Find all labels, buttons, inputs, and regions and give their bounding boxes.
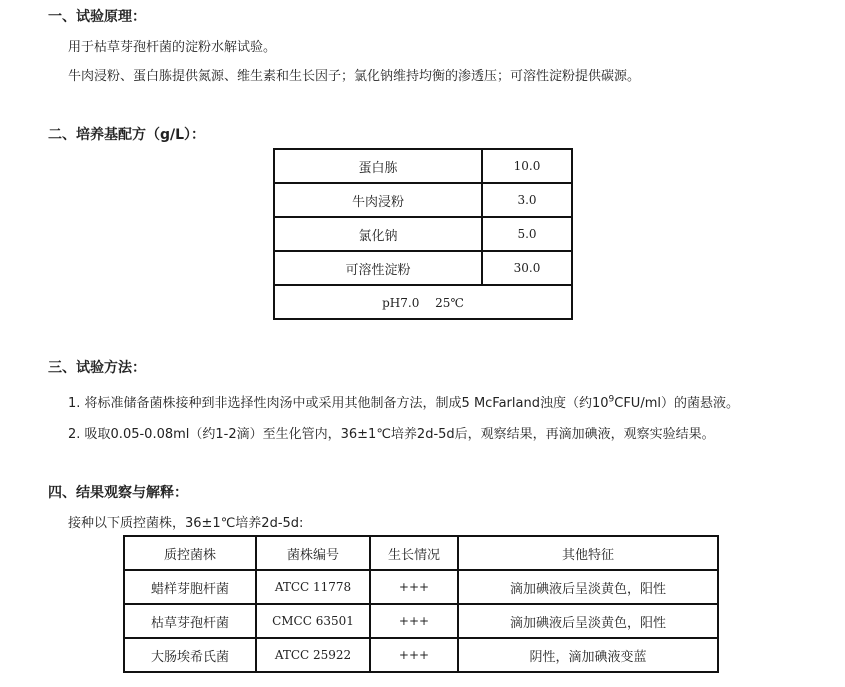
ingredient-value: 30.0 bbox=[482, 251, 572, 285]
ingredient-value: 10.0 bbox=[482, 149, 572, 183]
strain-name: 大肠埃希氏菌 bbox=[124, 638, 256, 672]
ingredient-name: 氯化钠 bbox=[274, 217, 482, 251]
formula-table bbox=[273, 148, 573, 320]
column-header: 菌株编号 bbox=[256, 536, 370, 570]
growth: +++ bbox=[370, 604, 458, 638]
column-header: 其他特征 bbox=[458, 536, 718, 570]
strain-name: 蜡样芽胞杆菌 bbox=[124, 570, 256, 604]
table-row bbox=[274, 183, 572, 217]
method-step-1-tail: CFU/ml）的菌悬液。 bbox=[614, 396, 739, 411]
growth: +++ bbox=[370, 570, 458, 604]
principle-line-2: 牛肉浸粉、蛋白胨提供氮源、维生素和生长因子；氯化钠维持均衡的渗透压；可溶性淀粉提供碳源。 bbox=[68, 69, 641, 84]
table-header-row bbox=[124, 536, 718, 570]
principle-line-1: 用于枯草芽孢杆菌的淀粉水解试验。 bbox=[68, 40, 277, 55]
ingredient-value: 5.0 bbox=[482, 217, 572, 251]
other-feature: 滴加碘液后呈淡黄色，阳性 bbox=[458, 604, 718, 638]
ingredient-value: 3.0 bbox=[482, 183, 572, 217]
strain-id: ATCC 11778 bbox=[256, 570, 370, 604]
results-intro: 接种以下质控菌株，36±1℃培养2d-5d: bbox=[68, 516, 304, 531]
section-heading-principle: 一、试验原理： bbox=[48, 9, 146, 25]
column-header: 生长情况 bbox=[370, 536, 458, 570]
table-row bbox=[274, 149, 572, 183]
table-row bbox=[124, 570, 718, 604]
ingredient-name: 蛋白胨 bbox=[274, 149, 482, 183]
strain-name: 枯草芽孢杆菌 bbox=[124, 604, 256, 638]
growth: +++ bbox=[370, 638, 458, 672]
method-step-2: 2. 吸取0.05-0.08ml（约1-2滴）至生化管内，36±1℃培养2d-5d后，观察结果，再滴加碘液，观察实验结果。 bbox=[68, 427, 715, 442]
column-header: 质控菌株 bbox=[124, 536, 256, 570]
results-table bbox=[123, 535, 719, 673]
ingredient-name: 牛肉浸粉 bbox=[274, 183, 482, 217]
section-heading-results: 四、结果观察与解释： bbox=[48, 485, 188, 501]
method-step-1 bbox=[68, 392, 739, 411]
other-feature: 阴性，滴加碘液变蓝 bbox=[458, 638, 718, 672]
method-step-1-text: 1. 将标准储备菌株接种到非选择性肉汤中或采用其他制备方法，制成5 McFarland浊度（约10 bbox=[68, 396, 609, 411]
section-heading-method: 三、试验方法： bbox=[48, 360, 146, 376]
strain-id: CMCC 63501 bbox=[256, 604, 370, 638]
table-row bbox=[124, 604, 718, 638]
table-row bbox=[124, 638, 718, 672]
section-heading-formula: 二、培养基配方（g/L）： bbox=[48, 127, 206, 143]
table-row bbox=[274, 285, 572, 319]
ingredient-name: 可溶性淀粉 bbox=[274, 251, 482, 285]
table-row bbox=[274, 251, 572, 285]
strain-id: ATCC 25922 bbox=[256, 638, 370, 672]
exponent: 9 bbox=[608, 394, 615, 405]
other-feature: 滴加碘液后呈淡黄色，阳性 bbox=[458, 570, 718, 604]
ph-temperature-cell: pH7.0 25℃ bbox=[274, 285, 572, 319]
table-row bbox=[274, 217, 572, 251]
